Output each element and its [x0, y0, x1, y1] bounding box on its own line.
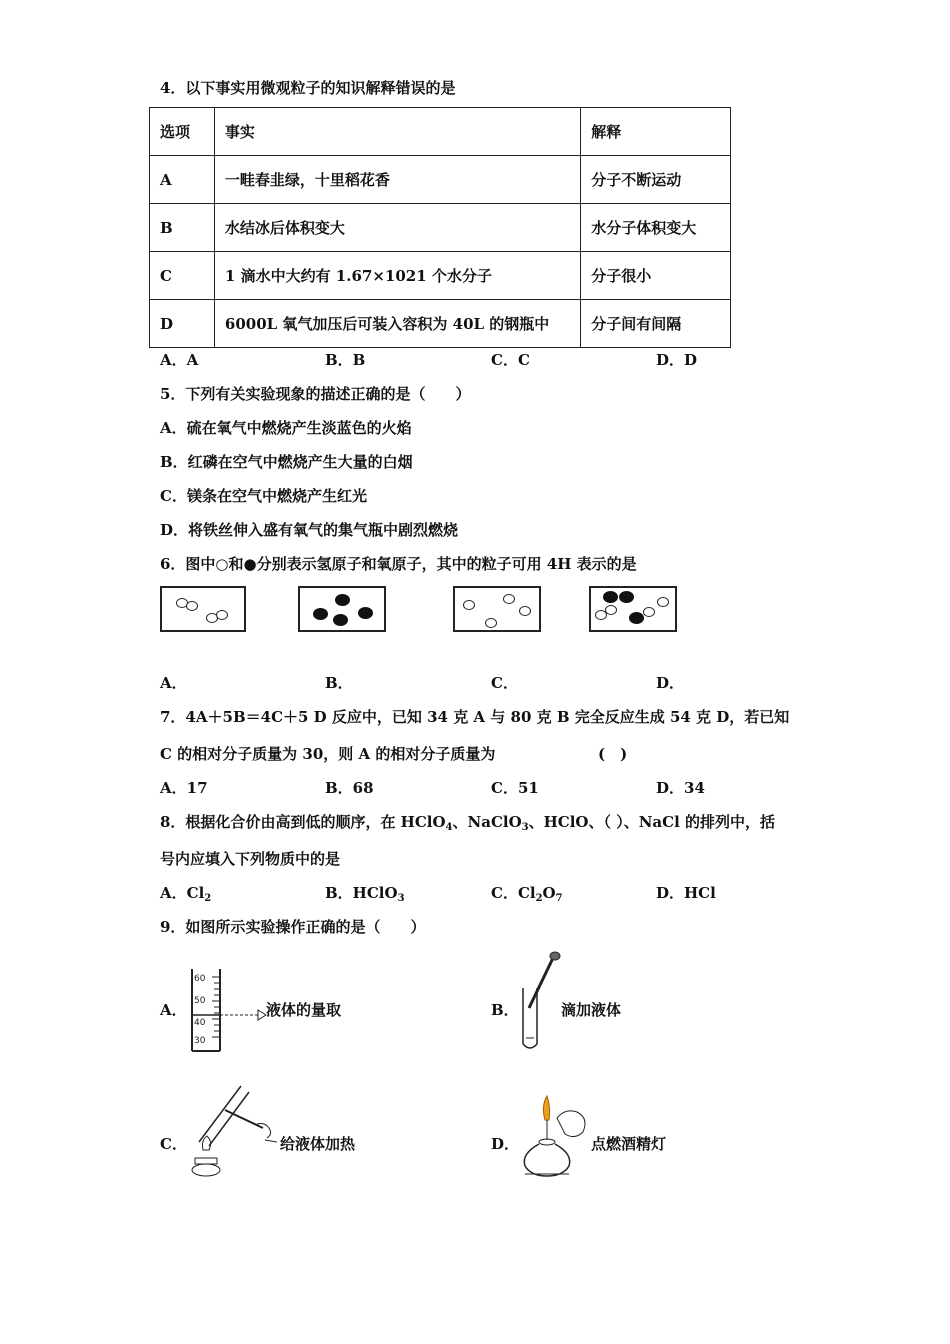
particle-box-c	[453, 586, 541, 632]
q4-stem: 4．以下事实用微观粒子的知识解释错误的是	[160, 79, 456, 97]
oxygen-atom-icon	[619, 591, 634, 603]
q6-option-b: B．	[325, 674, 353, 692]
table-cell-explanation: 分子间有间隔	[581, 300, 731, 348]
table-row	[150, 156, 731, 204]
q8-option-c-text: O	[542, 884, 556, 902]
q6-option-d: D．	[656, 674, 685, 692]
q6-option-c: C．	[491, 674, 518, 692]
particle-box-d	[589, 586, 677, 632]
hydrogen-atom-icon	[519, 606, 531, 616]
hydrogen-atom-icon	[643, 607, 655, 617]
q9-option-c-caption: 给液体加热	[280, 1135, 356, 1153]
table-header-row	[150, 108, 731, 156]
q8-stem-prefix: 8．根据化合价由高到低的顺序，在 HClO	[160, 813, 446, 831]
q8-stem-suffix: 、HClO、（ ）、NaCl 的排列中，括	[528, 813, 776, 831]
table-cell-fact: 水结冰后体积变大	[214, 204, 580, 252]
q8-subscript: 4	[445, 822, 453, 833]
q7-option-b: B．68	[325, 779, 374, 797]
q9-option-b-letter: B．	[491, 1001, 519, 1019]
oxygen-atom-icon	[603, 591, 618, 603]
q5-stem: 5．下列有关实验现象的描述正确的是（ ）	[160, 385, 471, 403]
q9-option-d-letter: D．	[491, 1135, 520, 1153]
dropper-test-tube-icon	[515, 948, 565, 1054]
q8-option-a	[160, 883, 211, 909]
q8-subscript: 7	[555, 893, 563, 904]
table-cell-option: B	[150, 204, 215, 252]
q7-option-a: A．17	[160, 779, 208, 797]
q5-option-a: A．硫在氧气中燃烧产生淡蓝色的火焰	[160, 419, 412, 437]
q4-option-b: B．B	[325, 351, 366, 369]
table-cell-option: C	[150, 252, 215, 300]
table-cell-option: A	[150, 156, 215, 204]
q9-stem: 9．如图所示实验操作正确的是（ ）	[160, 918, 426, 936]
q8-option-a-text: A．Cl	[160, 884, 205, 902]
q9-option-a-letter: A．	[160, 1001, 187, 1019]
cylinder-tick-label: 30	[194, 1036, 206, 1046]
cylinder-tick-label: 40	[194, 1018, 206, 1028]
q9-option-d-caption: 点燃酒精灯	[591, 1135, 667, 1153]
table-row	[150, 204, 731, 252]
table-header-cell: 事实	[214, 108, 580, 156]
hydrogen-atom-icon	[463, 600, 475, 610]
table-header-cell: 解释	[581, 108, 731, 156]
q8-option-c-text: C．Cl	[491, 884, 536, 902]
q7-option-c: C．51	[491, 779, 539, 797]
table-row	[150, 252, 731, 300]
q6-option-a: A．	[160, 674, 187, 692]
q8-stem-line1	[160, 812, 775, 838]
q9-option-b-caption: 滴加液体	[561, 1001, 622, 1019]
table-cell-option: D	[150, 300, 215, 348]
q8-subscript: 3	[521, 822, 529, 833]
table-row	[150, 300, 731, 348]
table-cell-explanation: 分子不断运动	[581, 156, 731, 204]
q7-stem-line1: 7．4A＋5B＝4C＋5 D 反应中，已知 34 克 A 与 80 克 B 完全反应生成 54 克 D，若已知	[160, 708, 790, 726]
cylinder-tick-label: 50	[194, 996, 206, 1006]
q5-option-c: C．镁条在空气中燃烧产生红光	[160, 487, 367, 505]
hydrogen-atom-icon	[657, 597, 669, 607]
hydrogen-atom-icon	[605, 605, 617, 615]
hydrogen-atom-icon	[216, 610, 228, 620]
q7-option-d: D．34	[656, 779, 705, 797]
hydrogen-atom-icon	[503, 594, 515, 604]
table-cell-fact: 1 滴水中大约有 1.67×1021 个水分子	[214, 252, 580, 300]
oxygen-atom-icon	[358, 607, 373, 619]
table-cell-fact: 一畦春韭绿，十里稻花香	[214, 156, 580, 204]
oxygen-atom-icon	[313, 608, 328, 620]
q8-option-b	[325, 883, 405, 909]
q8-option-b-text: B．HClO	[325, 884, 398, 902]
graduated-cylinder-icon	[180, 965, 270, 1055]
q9-option-a-caption: 液体的量取	[266, 1001, 342, 1019]
table-cell-explanation: 分子很小	[581, 252, 731, 300]
table-cell-fact: 6000L 氧气加压后可装入容积为 40L 的钢瓶中	[214, 300, 580, 348]
q6-stem: 6．图中○和●分别表示氢原子和氧原子，其中的粒子可用 4H 表示的是	[160, 555, 637, 573]
cylinder-tick-label: 60	[194, 974, 206, 984]
q9-option-c-letter: C．	[160, 1135, 187, 1153]
q7-stem-line2: C 的相对分子质量为 30，则 A 的相对分子质量为	[160, 745, 496, 763]
q8-stem-line2: 号内应填入下列物质中的是	[160, 850, 341, 868]
q4-table	[149, 107, 731, 348]
particle-box-b	[298, 586, 386, 632]
q8-option-d: D．HCl	[656, 884, 716, 902]
oxygen-atom-icon	[335, 594, 350, 606]
table-cell-explanation: 水分子体积变大	[581, 204, 731, 252]
q4-option-a: A．A	[160, 351, 199, 369]
q8-stem-mid: 、NaClO	[452, 813, 522, 831]
oxygen-atom-icon	[333, 614, 348, 626]
q8-subscript: 3	[397, 893, 405, 904]
heating-test-tube-icon	[185, 1080, 280, 1180]
q8-subscript: 2	[204, 893, 212, 904]
q7-answer-blank: ( )	[598, 745, 628, 763]
hydrogen-atom-icon	[485, 618, 497, 628]
table-header-cell: 选项	[150, 108, 215, 156]
particle-box-a	[160, 586, 246, 632]
alcohol-lamp-icon	[515, 1090, 595, 1182]
q5-option-d: D．将铁丝伸入盛有氧气的集气瓶中剧烈燃烧	[160, 521, 459, 539]
q8-option-c	[491, 883, 563, 909]
q4-option-c: C．C	[491, 351, 530, 369]
q8-subscript: 2	[535, 893, 543, 904]
oxygen-atom-icon	[629, 612, 644, 624]
q4-option-d: D．D	[656, 351, 698, 369]
q5-option-b: B．红磷在空气中燃烧产生大量的白烟	[160, 453, 413, 471]
hydrogen-atom-icon	[186, 601, 198, 611]
